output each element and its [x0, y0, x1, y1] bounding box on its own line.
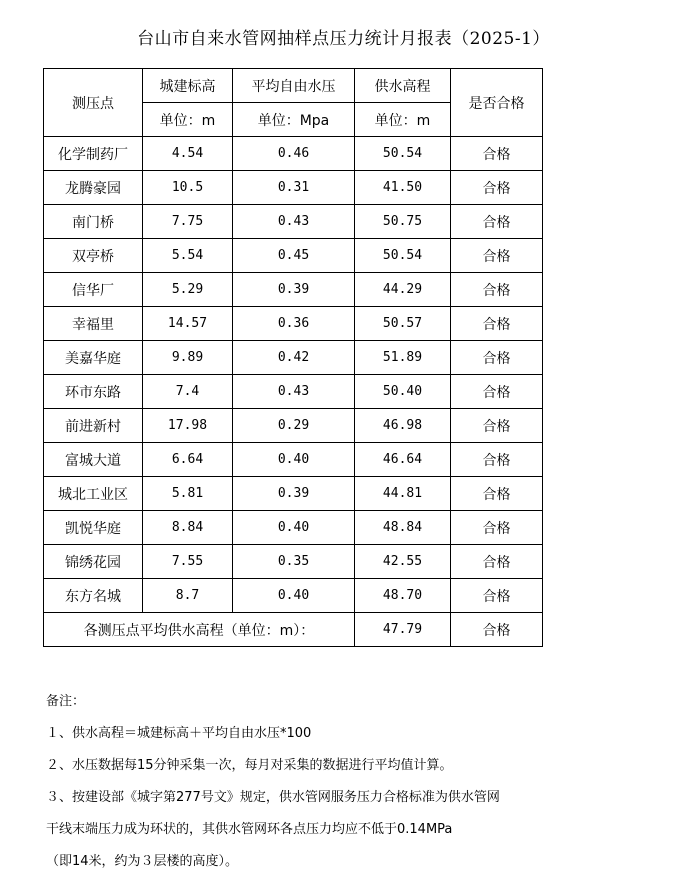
- cell-supply: 50.54: [355, 137, 451, 171]
- table-row: [44, 409, 543, 443]
- header-qualified: 是否合格: [451, 69, 543, 137]
- table-row: [44, 273, 543, 307]
- cell-point: 锦绣花园: [44, 545, 143, 579]
- note-line-5: （即14米，约为３层楼的高度）。: [46, 854, 239, 869]
- cell-elevation: 5.29: [143, 273, 233, 307]
- table-row: [44, 137, 543, 171]
- cell-result: 合格: [451, 579, 543, 613]
- table-row: [44, 171, 543, 205]
- cell-pressure: 0.40: [233, 511, 355, 545]
- cell-result: 合格: [451, 205, 543, 239]
- cell-supply: 46.98: [355, 409, 451, 443]
- cell-point: 凯悦华庭: [44, 511, 143, 545]
- note-line-1: １、供水高程＝城建标高＋平均自由水压*100: [46, 726, 312, 741]
- table-row: [44, 511, 543, 545]
- cell-point: 前进新村: [44, 409, 143, 443]
- header-point: 测压点: [44, 69, 143, 137]
- summary-result: 合格: [451, 613, 543, 647]
- cell-elevation: 14.57: [143, 307, 233, 341]
- table-header-row: [44, 69, 543, 103]
- note-line-2: ２、水压数据每15分钟采集一次，每月对采集的数据进行平均值计算。: [46, 758, 453, 773]
- table-row: [44, 443, 543, 477]
- cell-result: 合格: [451, 375, 543, 409]
- table-row: [44, 579, 543, 613]
- header-elevation: 城建标高: [143, 69, 233, 103]
- cell-pressure: 0.39: [233, 273, 355, 307]
- cell-pressure: 0.36: [233, 307, 355, 341]
- table-row: [44, 239, 543, 273]
- note-line-4: 干线末端压力成为环状的，其供水管网环各点压力均应不低于0.14MPa: [46, 822, 453, 837]
- cell-elevation: 5.81: [143, 477, 233, 511]
- summary-row: [44, 613, 543, 647]
- cell-result: 合格: [451, 511, 543, 545]
- cell-supply: 51.89: [355, 341, 451, 375]
- cell-pressure: 0.43: [233, 205, 355, 239]
- unit-elevation: 单位：m: [143, 103, 233, 137]
- notes-section: [46, 686, 646, 878]
- table-row: [44, 341, 543, 375]
- cell-point: 双亭桥: [44, 239, 143, 273]
- cell-result: 合格: [451, 307, 543, 341]
- cell-result: 合格: [451, 171, 543, 205]
- notes-heading: 备注：: [46, 694, 86, 709]
- cell-point: 龙腾豪园: [44, 171, 143, 205]
- cell-point: 幸福里: [44, 307, 143, 341]
- pressure-report-table: [43, 68, 543, 647]
- table-row: [44, 477, 543, 511]
- cell-result: 合格: [451, 409, 543, 443]
- table-row: [44, 545, 543, 579]
- cell-elevation: 7.55: [143, 545, 233, 579]
- cell-point: 化学制药厂: [44, 137, 143, 171]
- cell-supply: 48.70: [355, 579, 451, 613]
- report-title: 台山市自来水管网抽样点压力统计月报表（2025-1）: [137, 29, 550, 49]
- cell-elevation: 7.75: [143, 205, 233, 239]
- cell-pressure: 0.29: [233, 409, 355, 443]
- cell-result: 合格: [451, 545, 543, 579]
- cell-pressure: 0.43: [233, 375, 355, 409]
- cell-elevation: 4.54: [143, 137, 233, 171]
- cell-point: 东方名城: [44, 579, 143, 613]
- cell-supply: 44.81: [355, 477, 451, 511]
- cell-result: 合格: [451, 137, 543, 171]
- cell-pressure: 0.35: [233, 545, 355, 579]
- table-row: [44, 205, 543, 239]
- cell-elevation: 8.84: [143, 511, 233, 545]
- cell-result: 合格: [451, 443, 543, 477]
- table-row: [44, 375, 543, 409]
- summary-value: 47.79: [355, 613, 451, 647]
- cell-pressure: 0.39: [233, 477, 355, 511]
- header-pressure: 平均自由水压: [233, 69, 355, 103]
- note-line-3: ３、按建设部《城字第277号文》规定，供水管网服务压力合格标准为供水管网: [46, 790, 500, 805]
- cell-point: 信华厂: [44, 273, 143, 307]
- summary-label: 各测压点平均供水高程（单位：m）：: [44, 613, 355, 647]
- cell-elevation: 5.54: [143, 239, 233, 273]
- cell-point: 南门桥: [44, 205, 143, 239]
- cell-supply: 48.84: [355, 511, 451, 545]
- cell-point: 城北工业区: [44, 477, 143, 511]
- cell-elevation: 9.89: [143, 341, 233, 375]
- table-row: [44, 307, 543, 341]
- cell-elevation: 8.7: [143, 579, 233, 613]
- cell-point: 环市东路: [44, 375, 143, 409]
- cell-supply: 50.75: [355, 205, 451, 239]
- cell-point: 美嘉华庭: [44, 341, 143, 375]
- unit-pressure: 单位：Mpa: [233, 103, 355, 137]
- cell-pressure: 0.46: [233, 137, 355, 171]
- cell-result: 合格: [451, 239, 543, 273]
- cell-result: 合格: [451, 341, 543, 375]
- cell-point: 富城大道: [44, 443, 143, 477]
- cell-result: 合格: [451, 477, 543, 511]
- cell-elevation: 10.5: [143, 171, 233, 205]
- header-supply: 供水高程: [355, 69, 451, 103]
- cell-pressure: 0.40: [233, 579, 355, 613]
- cell-supply: 41.50: [355, 171, 451, 205]
- cell-elevation: 6.64: [143, 443, 233, 477]
- cell-pressure: 0.31: [233, 171, 355, 205]
- cell-supply: 50.54: [355, 239, 451, 273]
- cell-elevation: 7.4: [143, 375, 233, 409]
- cell-pressure: 0.40: [233, 443, 355, 477]
- cell-pressure: 0.42: [233, 341, 355, 375]
- cell-supply: 44.29: [355, 273, 451, 307]
- cell-supply: 50.57: [355, 307, 451, 341]
- unit-supply: 单位：m: [355, 103, 451, 137]
- cell-supply: 46.64: [355, 443, 451, 477]
- cell-supply: 50.40: [355, 375, 451, 409]
- cell-elevation: 17.98: [143, 409, 233, 443]
- cell-pressure: 0.45: [233, 239, 355, 273]
- cell-supply: 42.55: [355, 545, 451, 579]
- cell-result: 合格: [451, 273, 543, 307]
